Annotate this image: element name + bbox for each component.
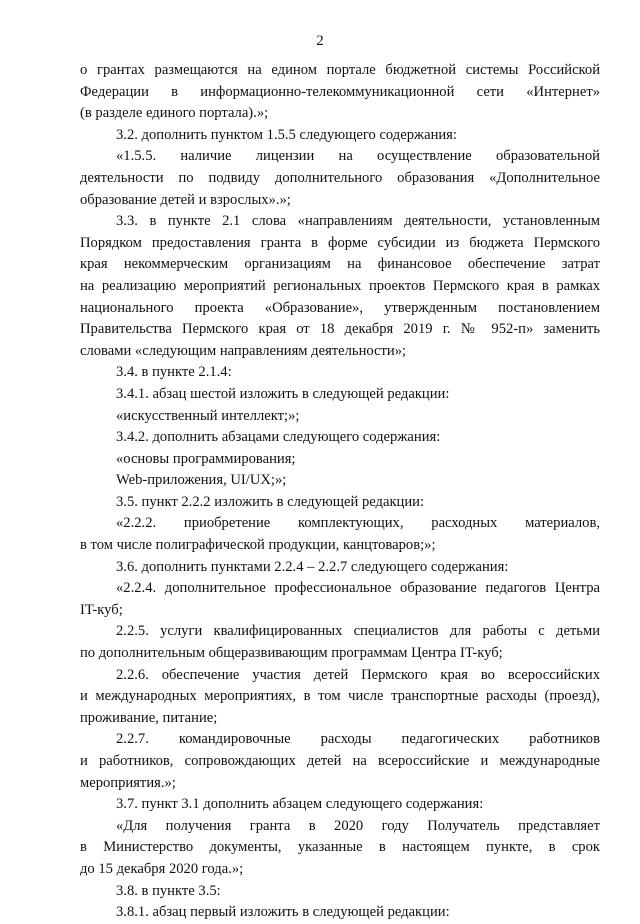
text-line: проживание, питание; xyxy=(80,709,218,726)
text-line: 2.2.6. обеспечение участия детей Пермского края во всероссийских xyxy=(116,666,600,683)
text-line: 2.2.5. услуги квалифицированных специалистов для работы с детьми xyxy=(116,623,600,640)
text-line: в том числе полиграфической продукции, канцтоваров;»; xyxy=(80,537,436,554)
text-line: мероприятия.»; xyxy=(80,774,176,791)
text-line: словами «следующим направлениям деятельности»; xyxy=(80,342,407,359)
text-line: 3.7. пункт 3.1 дополнить абзацем следующего содержания: xyxy=(116,796,484,813)
text-line: 3.8. в пункте 3.5: xyxy=(116,882,221,899)
text-line: Порядком предоставления гранта в форме субсидии из бюджета Пермского xyxy=(80,234,600,251)
text-line: «1.5.5. наличие лицензии на осуществление образовательной xyxy=(116,148,600,165)
text-line: IT-куб; xyxy=(80,601,123,618)
text-line: Федерации в информационно-телекоммуникационной сети «Интернет» xyxy=(80,83,600,100)
text-line: 3.4. в пункте 2.1.4: xyxy=(116,364,232,381)
page-number: 2 xyxy=(316,33,324,49)
text-line: 3.6. дополнить пунктами 2.2.4 – 2.2.7 следующего содержания: xyxy=(116,558,509,575)
text-line: «Для получения гранта в 2020 году Получатель представляет xyxy=(116,817,600,834)
text-line: по дополнительным общеразвивающим программам Центра IT-куб; xyxy=(80,645,503,662)
text-line: Правительства Пермского края от 18 декабря 2019 г. № 952-п» заменить xyxy=(80,321,600,338)
text-line: 3.2. дополнить пунктом 1.5.5 следующего содержания: xyxy=(116,126,457,143)
text-line: на реализацию мероприятий региональных проектов Пермского края в рамках xyxy=(80,277,600,294)
text-line: деятельности по подвиду дополнительного образования «Дополнительное xyxy=(80,169,600,186)
text-line: «2.2.2. приобретение комплектующих, расходных материалов, xyxy=(116,515,600,532)
text-line: образование детей и взрослых».»; xyxy=(80,191,291,208)
text-line: 3.8.1. абзац первый изложить в следующей редакции: xyxy=(116,904,450,921)
text-line: 3.5. пункт 2.2.2 изложить в следующей редакции: xyxy=(116,493,425,510)
document-body xyxy=(80,60,600,924)
text-line: в Министерство документы, указанные в настоящем пункте, в срок xyxy=(80,839,600,856)
text-line: «2.2.4. дополнительное профессиональное образование педагогов Центра xyxy=(116,580,600,597)
text-line: края некоммерческим организациям на финансовое обеспечение затрат xyxy=(80,256,600,273)
text-line: Web-приложения, UI/UX;»; xyxy=(116,472,287,489)
text-line: и работников, сопровождающих детей на всероссийские и международные xyxy=(80,753,600,769)
text-line: 2.2.7. командировочные расходы педагогических работников xyxy=(116,731,600,748)
text-line: о грантах размещаются на едином портале бюджетной системы Российской xyxy=(80,62,600,78)
text-line: 3.3. в пункте 2.1 слова «направлениям деятельности, установленным xyxy=(116,213,600,230)
text-line: до 15 декабря 2020 года.»; xyxy=(80,860,244,877)
text-line: национального проекта «Образование», утвержденным постановлением xyxy=(80,299,600,316)
text-line: и международных мероприятиях, в том числе транспортные расходы (проезд), xyxy=(80,688,600,705)
text-line: «основы программирования; xyxy=(116,450,296,467)
text-line: (в разделе единого портала).»; xyxy=(80,105,269,122)
text-line: «искусственный интеллект;»; xyxy=(116,407,300,424)
text-line: 3.4.2. дополнить абзацами следующего содержания: xyxy=(116,429,441,446)
text-line: 3.4.1. абзац шестой изложить в следующей редакции: xyxy=(116,385,450,402)
